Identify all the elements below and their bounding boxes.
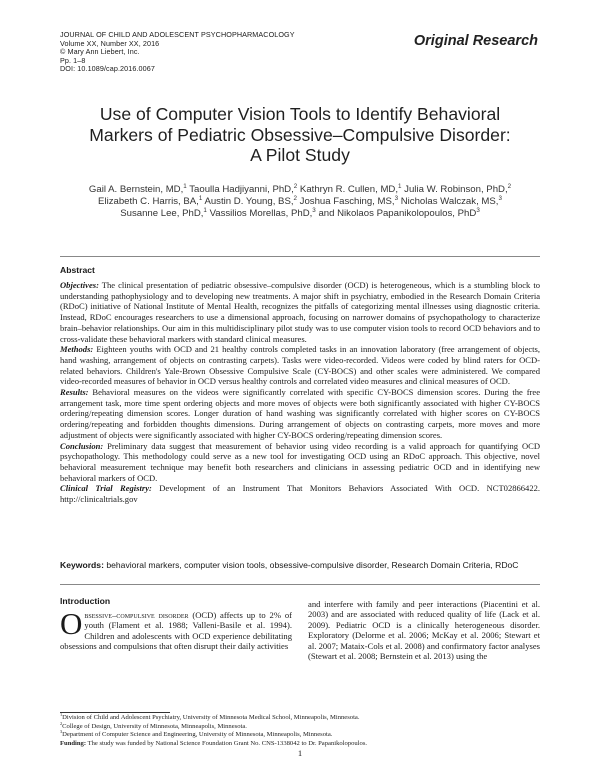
intro-text-left: (OCD) affects up to 2% of youth (Flament et al. 1988; Valleni-Basile et al. 1994). Children and adolescents with OCD experience debilitating obsessions and compulsions that often disrupt their daily activities [60,610,292,652]
page-number: 1 [297,748,303,758]
intro-text-right: and interfere with family and peer interactions (Piacentini et al. 2003) and are associated with reduced quality of life (Lack et al. 2009). Pediatric OCD is a clinically heterogeneous disorder. Exploratory (Delorme et al. 2006; McKay et al. 2006; Stewart et al. 2007; Mataix-Cols et al. 2008) and confirmatory factor analyses (Stewart et al. 2008; Bernstein et al. 2013) using the [308,599,540,662]
author-name: Julia W. Robinson, PhD, [404,184,508,195]
journal-name: JOURNAL OF CHILD AND ADOLESCENT PSYCHOPHARMACOLOGY [60,30,295,39]
abstract-heading: Abstract [60,265,95,275]
conclusion-label: Conclusion: [60,440,104,451]
author-affiliation: 1 [203,207,207,215]
author-affiliation: 1 [198,195,203,203]
results-label: Results: [60,387,89,398]
results-text: Behavioral measures on the videos were significantly correlated with specific CY-BOCS dimension scores. During the free arrangement task, more time spent ordering objects and more moves of objects were both significantly associated with higher CY-BOCS ordering/repeating dimension scores. Longer duration of hand washing was significantly correlated with higher scores on CY-BOCS ordering/repeating and forbidden thoughts dimensions. During arrangement of objects on contrasting carpets, more moves and more adjustment of objects were significantly associated with higher CY-BOCS ordering/repeating dimension scores. [60,387,540,440]
author-name: and Nikolaos Papanikolopoulos, PhD [318,208,477,220]
author-line [60,208,540,220]
author-name: Elizabeth C. Harris, BA, [98,196,199,208]
methods-label: Methods: [60,344,94,355]
footnote-text: Department of Computer Science and Engineering, University of Minnesota, Minneapolis, Minnesota. [62,731,333,739]
trial-registry-label: Clinical Trial Registry: [60,483,152,494]
author-affiliation: 1 [183,182,187,190]
author-affiliation: 3 [476,207,480,215]
funding-text: The study was funded by National Science Foundation Grant No. CNS-1338042 to Dr. Papanikolopoulos. [87,740,368,748]
title-line: Markers of Pediatric Obsessive–Compulsive Disorder: [89,124,511,145]
author-affiliation: 3 [498,195,502,203]
keywords-label: Keywords: [60,560,104,570]
divider [60,584,540,585]
author-affiliation: 2 [293,195,297,203]
volume-info: Volume XX, Number XX, 2016 [60,38,160,48]
abstract-objectives [60,280,540,344]
author-affiliation: 1 [398,182,402,190]
body-column-right [308,599,540,661]
title-line: A Pilot Study [250,145,350,165]
divider [60,256,540,257]
drop-cap: O [60,606,83,641]
abstract-body [60,280,540,505]
trial-registry-text: Development of an Instrument That Monitors Behaviors Associated With OCD. NCT02866422. http://clinicaltrials.gov [60,483,541,505]
objectives-text: The clinical presentation of pediatric obsessive–compulsive disorder (OCD) is heterogeneous, which is a stumbling block to understanding pathophysiology and to developing new treatments. A major shift in psychiatry, embodied in the Research Domain Criteria (RDoC) initiative of National Institute of Mental Health, recognizes the pitfalls of categorizing mental illnesses using diagnostic criteria. Instead, RDoC encourages researchers to use a dimensional approach, focusing on narrower domains of psychopathology to characterize brain–behavior relationships. Our aim in this multidisciplinary pilot study was to use computer vision tools to record OCD behaviors and to cross-validate these behavioral markers with standard clinical measures. [60,280,540,344]
author-affiliation: 3 [312,207,316,215]
methods-text: Eighteen youths with OCD and 21 healthy controls completed tasks in an innovation laboratory (free arrangement of objects, hand washing, arrangement of objects on contrasting carpets). Tasks were video-recorded. Videos were coded by blind raters for OCD-related behaviors. Children's Yale-Brown Obsessive Compulsive Scale (CY-BOCS) and other scales were administered. We compared video-recorded measures of behavior in OCD versus healthy controls and correlated video measures and clinical measures of OCD. [60,344,540,387]
author-affiliation: 2 [293,182,298,190]
author-list [60,184,540,221]
objectives-label: Objectives: [60,280,99,290]
footnote-text: College of Design, University of Minnesota, Minneapolis, Minnesota. [62,722,247,730]
conclusion-text: Preliminary data suggest that measurement of behavior using video recording is a valid approach for quantifying OCD psychopathology. This methodology could serve as a new tool for investigating OCD using an RDoC approach. This objective, novel behavioral measurement technique may benefit both researchers and clinicians in assessing pediatric OCD and in identifying new behavioral markers of OCD. [60,440,540,483]
author-name: Joshua Fasching, MS, [299,196,395,208]
footnote-divider [60,712,170,713]
introduction-heading: Introduction [60,596,111,606]
article-title [60,104,540,166]
section-label: Original Research [413,33,538,49]
body-column-left [60,606,292,652]
doi: DOI: 10.1089/cap.2016.0067 [60,64,155,74]
title-line: Use of Computer Vision Tools to Identify Behavioral [99,104,501,124]
intro-smallcaps: bsessive–compulsive disorder [84,610,189,620]
affiliation-footnote [60,711,540,723]
abstract-results [60,387,540,441]
author-affiliation: 2 [507,182,512,190]
journal-header [60,31,295,74]
keywords-text: behavioral markers, computer vision tools, obsessive-compulsive disorder, Research Domain Criteria, RDoC [106,560,519,570]
affiliation-footnote [60,731,540,740]
author-line [60,184,540,196]
abstract-trial-registry [60,483,540,504]
footnotes [60,711,540,749]
abstract-methods [60,344,540,387]
footnote-text: Division of Child and Adolescent Psychiatry, University of Minnesota Medical School, Minneapolis, Minnesota. [62,714,360,721]
funding-label: Funding: [60,740,87,748]
keywords [60,560,540,571]
author-affiliation: 3 [394,195,399,203]
author-name: Austin D. Young, BS, [204,196,294,208]
copyright: © Mary Ann Liebert, Inc. [60,47,140,57]
author-name: Taoulla Hadjiyanni, PhD, [189,184,294,195]
author-name: Vassilios Morellas, PhD, [209,208,313,220]
page-range: Pp. 1–8 [60,55,86,65]
abstract-conclusion [60,441,540,484]
footnote-marker: 2 [60,720,63,726]
footnote-marker: 1 [60,711,63,717]
intro-paragraph [60,606,292,652]
author-name: Nicholas Walczak, MS, [400,196,499,208]
author-name: Gail A. Bernstein, MD, [88,184,184,195]
author-name: Kathryn R. Cullen, MD, [299,184,399,195]
author-name: Susanne Lee, PhD, [120,208,204,220]
footnote-marker: 3 [60,729,63,735]
author-line [60,196,540,208]
